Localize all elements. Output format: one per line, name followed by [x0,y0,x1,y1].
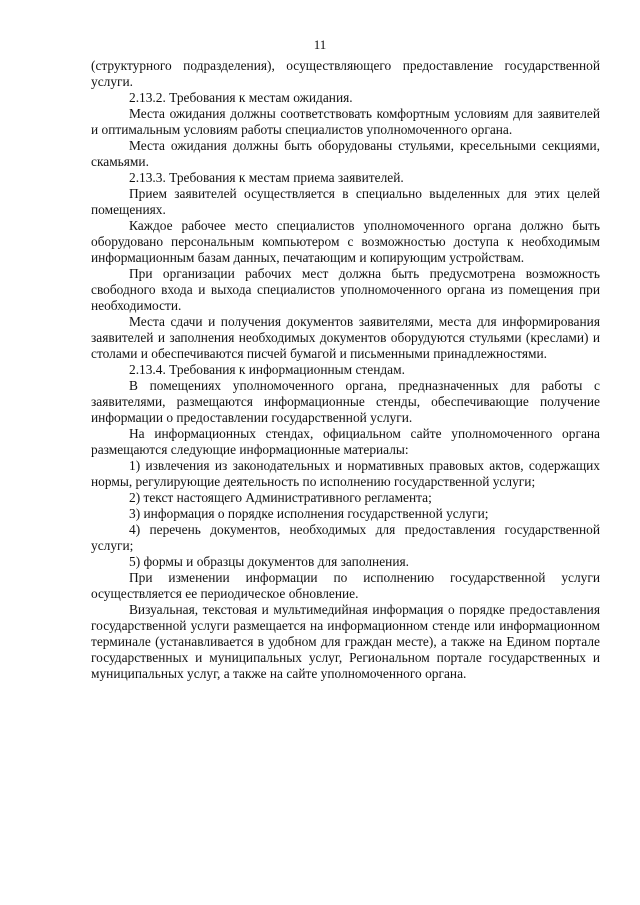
list-item: 2) текст настоящего Административного регламента; [129,490,432,505]
list-item: 3) информация о порядке исполнения государственной услуги; [129,506,489,521]
list-item: 5) формы и образцы документов для заполнения. [129,554,409,569]
document-body [91,58,600,682]
paragraph: При изменении информации по исполнению государственной услуги осуществляется ее периодическое обновление. [91,570,600,601]
section-heading: 2.13.2. Требования к местам ожидания. [129,90,353,105]
paragraph: (структурного подразделения), осуществляющего предоставление государственной услуги. [91,58,600,89]
paragraph: Места сдачи и получения документов заявителями, места для информирования заявителей и заполнения необходимых документов оборудуются стульями (креслами) и столами и обеспечиваются писчей бумагой и письменными принадлежностями. [91,314,600,361]
paragraph: Каждое рабочее место специалистов уполномоченного органа должно быть оборудовано персональным компьютером с возможностью доступа к необходимым информационным базам данных, печатающим и копирующим устройствам. [91,218,600,265]
page-number: 11 [313,37,327,52]
paragraph: Места ожидания должны быть оборудованы стульями, кресельными секциями, скамьями. [91,138,600,169]
paragraph: На информационных стендах, официальном сайте уполномоченного органа размещаются следующие информационные материалы: [91,426,600,457]
list-item: 1) извлечения из законодательных и нормативных правовых актов, содержащих нормы, регулирующие деятельность по исполнению государственной услуги; [91,458,600,489]
section-heading: 2.13.3. Требования к местам приема заявителей. [129,170,404,185]
section-heading: 2.13.4. Требования к информационным стендам. [129,362,405,377]
paragraph: Визуальная, текстовая и мультимедийная информация о порядке предоставления государственной услуги размещается на информационном стенде или информационном терминале (устанавливается в удобном для граждан месте), а также на Едином портале государственных и муниципальных услуг, Региональном портале государственных и муниципальных услуг, а также на сайте уполномоченного органа. [91,602,600,681]
list-item: 4) перечень документов, необходимых для предоставления государственной услуги; [91,522,600,553]
paragraph: В помещениях уполномоченного органа, предназначенных для работы с заявителями, размещаются информационные стенды, обеспечивающие получение информации о предоставлении государственной услуги. [91,378,600,425]
paragraph: Места ожидания должны соответствовать комфортным условиям для заявителей и оптимальным условиям работы специалистов уполномоченного органа. [91,106,600,137]
paragraph: При организации рабочих мест должна быть предусмотрена возможность свободного входа и выхода специалистов уполномоченного органа из помещения при необходимости. [91,266,600,313]
paragraph: Прием заявителей осуществляется в специально выделенных для этих целей помещениях. [91,186,600,217]
